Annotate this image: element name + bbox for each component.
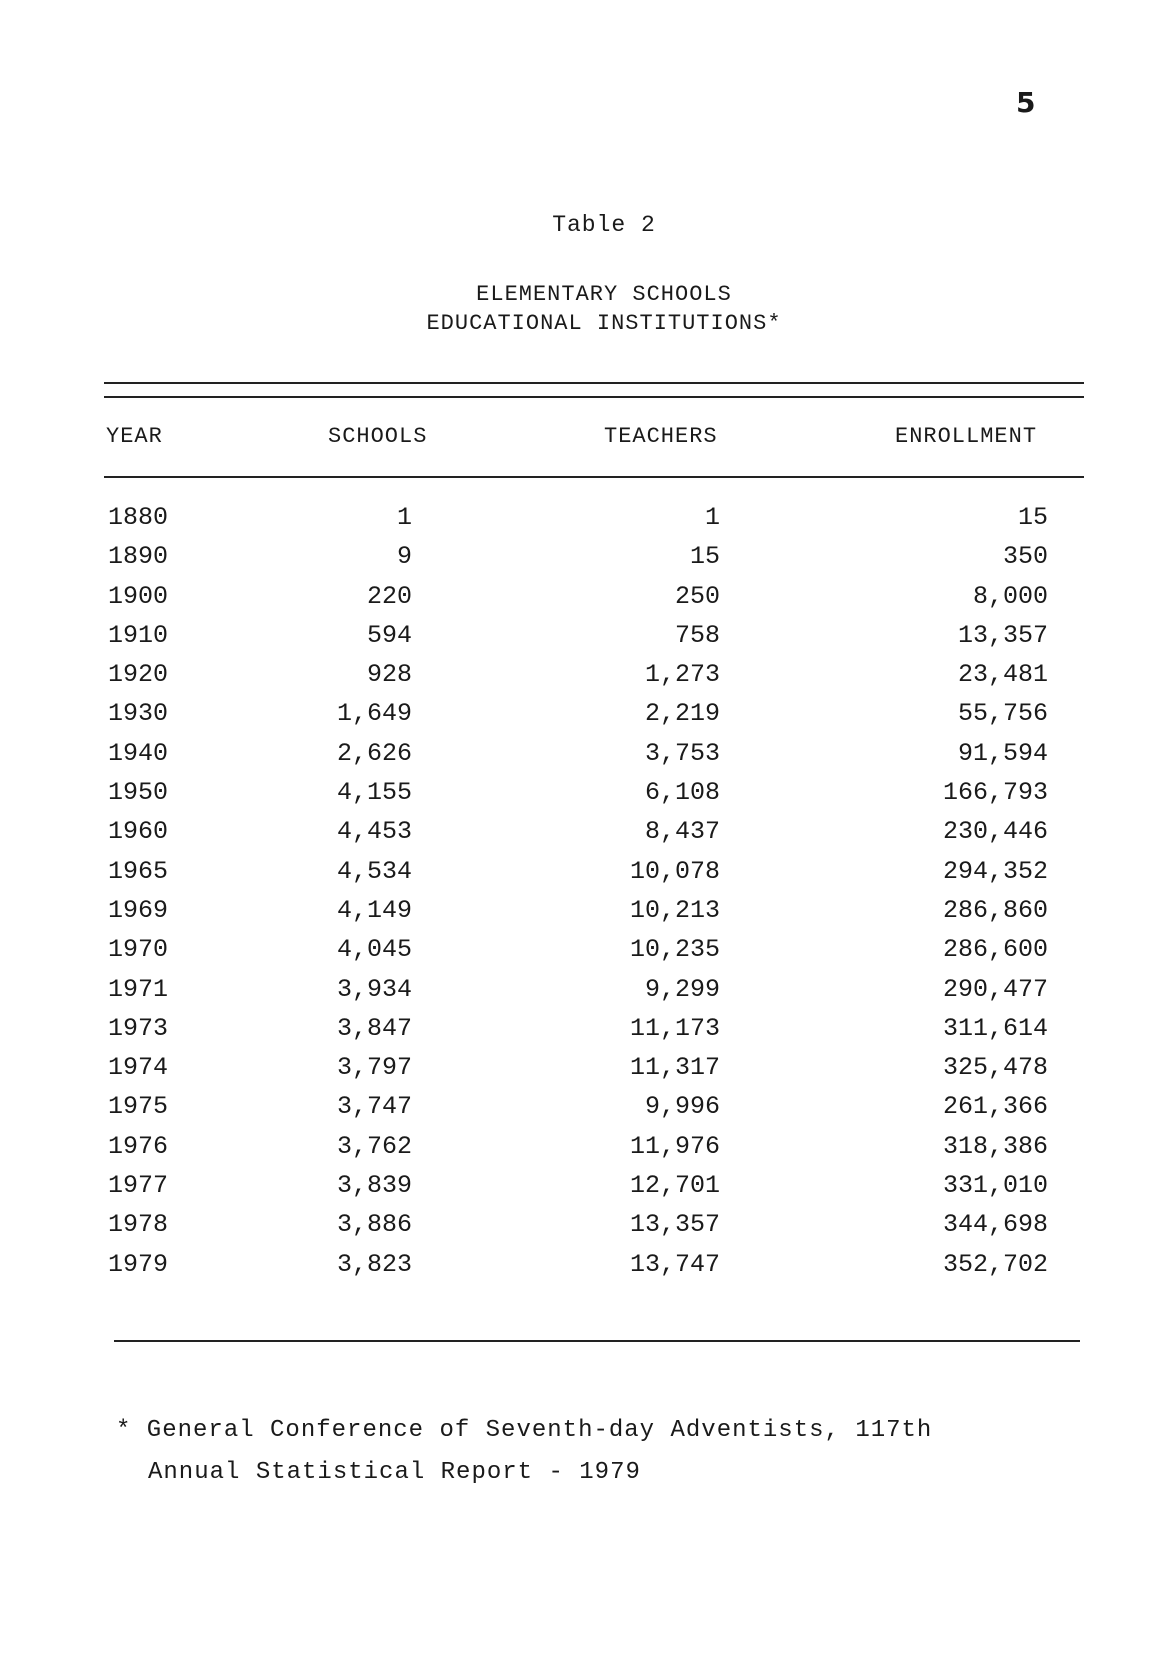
cell-schools: 3,823 (336, 1249, 412, 1279)
table-title (0, 280, 1168, 338)
cell-teachers: 13,747 (629, 1249, 720, 1279)
top-rule-2 (104, 396, 1084, 398)
cell-enrollment: 91,594 (957, 738, 1048, 768)
table-row (0, 1014, 1168, 1053)
cell-enrollment: 290,477 (942, 974, 1048, 1004)
cell-teachers: 6,108 (644, 778, 720, 808)
cell-year: 1971 (108, 974, 169, 1004)
cell-year: 1920 (108, 660, 169, 690)
cell-enrollment: 325,478 (942, 1053, 1048, 1083)
table-row (0, 1132, 1168, 1171)
cell-schools: 1 (396, 503, 412, 532)
cell-year: 1960 (108, 817, 169, 847)
cell-teachers: 11,173 (629, 1013, 720, 1043)
cell-schools: 3,934 (336, 974, 412, 1004)
table-row (0, 778, 1168, 817)
cell-enrollment: 13,357 (957, 620, 1048, 650)
cell-teachers: 9,299 (644, 974, 720, 1004)
cell-enrollment: 294,352 (942, 856, 1048, 886)
cell-teachers: 1 (704, 503, 720, 532)
cell-teachers: 13,357 (629, 1210, 720, 1240)
cell-teachers: 11,976 (629, 1131, 720, 1161)
cell-schools: 3,747 (336, 1092, 412, 1122)
table-label-text: Table 2 (552, 212, 656, 238)
cell-schools: 2,626 (336, 738, 412, 768)
cell-schools: 4,149 (336, 895, 412, 925)
cell-teachers: 11,317 (629, 1053, 720, 1083)
cell-year: 1910 (108, 620, 169, 650)
cell-year: 1979 (108, 1249, 169, 1279)
cell-teachers: 8,437 (644, 817, 720, 847)
cell-year: 1977 (108, 1171, 169, 1201)
cell-schools: 3,839 (336, 1171, 412, 1201)
top-rule-1 (104, 382, 1084, 384)
footnote-line-1: * General Conference of Seventh-day Adventists, 117th (116, 1417, 933, 1444)
header-schools: SCHOOLS (328, 424, 428, 449)
cell-teachers: 2,219 (644, 699, 720, 729)
header-year: YEAR (106, 424, 163, 449)
cell-schools: 3,762 (336, 1131, 412, 1161)
cell-teachers: 10,078 (629, 856, 720, 886)
table-row (0, 1171, 1168, 1210)
footnote-line-2: Annual Statistical Report - 1979 (148, 1459, 641, 1486)
cell-year: 1975 (108, 1092, 169, 1122)
footnote (116, 1410, 932, 1494)
cell-enrollment: 8,000 (972, 581, 1048, 611)
cell-schools: 3,797 (336, 1053, 412, 1083)
cell-enrollment: 311,614 (942, 1013, 1048, 1043)
cell-year: 1978 (108, 1210, 169, 1240)
cell-enrollment: 55,756 (957, 699, 1048, 729)
cell-schools: 9 (396, 542, 412, 572)
bottom-rule (114, 1340, 1080, 1342)
table-row (0, 1092, 1168, 1131)
cell-year: 1930 (108, 699, 169, 729)
cell-year: 1970 (108, 935, 169, 965)
cell-schools: 4,534 (336, 856, 412, 886)
table-label (0, 212, 1168, 238)
cell-schools: 220 (366, 581, 412, 611)
cell-teachers: 1,273 (644, 660, 720, 690)
cell-year: 1950 (108, 778, 169, 808)
cell-teachers: 9,996 (644, 1092, 720, 1122)
cell-schools: 4,155 (336, 778, 412, 808)
cell-enrollment: 166,793 (942, 778, 1048, 808)
cell-teachers: 250 (674, 581, 720, 611)
header-rule (104, 476, 1084, 478)
header-teachers: TEACHERS (604, 424, 718, 449)
cell-teachers: 12,701 (629, 1171, 720, 1201)
cell-enrollment: 331,010 (942, 1171, 1048, 1201)
cell-enrollment: 15 (1017, 503, 1048, 532)
table-row (0, 660, 1168, 699)
table-row (0, 1053, 1168, 1092)
table-row (0, 739, 1168, 778)
cell-schools: 928 (366, 660, 412, 690)
cell-teachers: 3,753 (644, 738, 720, 768)
cell-year: 1974 (108, 1053, 169, 1083)
page-number: 5 (1016, 86, 1036, 119)
title-line-1: ELEMENTARY SCHOOLS (476, 282, 732, 307)
cell-enrollment: 286,860 (942, 895, 1048, 925)
cell-teachers: 758 (674, 620, 720, 650)
cell-year: 1880 (108, 503, 169, 532)
cell-year: 1965 (108, 856, 169, 886)
cell-enrollment: 350 (1002, 542, 1048, 572)
cell-enrollment: 344,698 (942, 1210, 1048, 1240)
table-row (0, 857, 1168, 896)
title-line-2: EDUCATIONAL INSTITUTIONS* (426, 311, 782, 336)
cell-enrollment: 352,702 (942, 1249, 1048, 1279)
table-row (0, 699, 1168, 738)
cell-year: 1976 (108, 1131, 169, 1161)
table-row (0, 935, 1168, 974)
table-row (0, 621, 1168, 660)
cell-enrollment: 23,481 (957, 660, 1048, 690)
cell-enrollment: 286,600 (942, 935, 1048, 965)
cell-year: 1940 (108, 738, 169, 768)
table-body (0, 503, 1168, 1289)
cell-year: 1969 (108, 895, 169, 925)
cell-teachers: 10,235 (629, 935, 720, 965)
table-header (0, 424, 1168, 458)
header-enrollment: ENROLLMENT (895, 424, 1038, 449)
cell-enrollment: 261,366 (942, 1092, 1048, 1122)
cell-enrollment: 230,446 (942, 817, 1048, 847)
cell-year: 1973 (108, 1013, 169, 1043)
cell-schools: 4,045 (336, 935, 412, 965)
table-row (0, 1250, 1168, 1289)
cell-schools: 1,649 (336, 699, 412, 729)
table-row (0, 975, 1168, 1014)
cell-schools: 3,886 (336, 1210, 412, 1240)
table-row (0, 542, 1168, 581)
cell-schools: 4,453 (336, 817, 412, 847)
cell-enrollment: 318,386 (942, 1131, 1048, 1161)
cell-year: 1890 (108, 542, 169, 572)
cell-year: 1900 (108, 581, 169, 611)
table-row (0, 817, 1168, 856)
table-row (0, 1210, 1168, 1249)
cell-schools: 594 (366, 620, 412, 650)
cell-teachers: 15 (689, 542, 720, 572)
table-row (0, 582, 1168, 621)
cell-schools: 3,847 (336, 1013, 412, 1043)
table-row (0, 503, 1168, 542)
cell-teachers: 10,213 (629, 895, 720, 925)
table-row (0, 896, 1168, 935)
